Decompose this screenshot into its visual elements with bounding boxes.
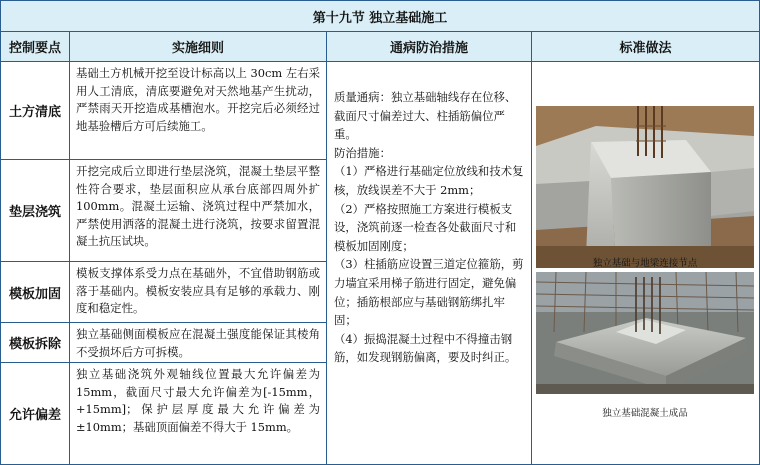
key-point-formwork-reinforce: 模板加固 bbox=[8, 286, 61, 302]
foundation-beam-joint-photo bbox=[536, 106, 754, 268]
prevention-line: 防治措施： bbox=[334, 145, 391, 160]
section-title: 第十九节 独立基础施工 bbox=[1, 1, 759, 31]
prevention-line: （2）严格按照施工方案进行模板支设，浇筑前逐一检查各处截面尺寸和模板加固刚度； bbox=[334, 201, 517, 253]
prevention-line: 质量通病：独立基础轴线存在位移、截面尺寸偏差过大、柱插筋偏位严重。 bbox=[334, 90, 517, 142]
detail-formwork-removal: 独立基础侧面模板应在混凝土强度能保证其棱角不受损坏后方可拆模。 bbox=[76, 327, 320, 359]
photo-caption-2: 独立基础混凝土成品 bbox=[602, 408, 688, 419]
foundation-concrete-photo bbox=[536, 272, 754, 394]
header-key-point: 控制要点 bbox=[1, 32, 69, 61]
header-standard: 标准做法 bbox=[532, 32, 759, 61]
key-point-earth-clearing: 土方清底 bbox=[8, 105, 61, 120]
detail-allowable-deviation: 独立基础浇筑外观轴线位置最大允许偏差为 15mm，截面尺寸最大允许偏差为[-15mm，+15mm]；保护层厚度最大允许偏差为±10mm；基础顶面偏差不得大于 15mm。 bbox=[76, 367, 320, 434]
prevention-line: （1）严格进行基础定位放线和技术复核，放线误差不大于 2mm； bbox=[334, 164, 524, 197]
key-point-formwork-removal: 模板拆除 bbox=[8, 337, 61, 352]
detail-formwork-reinforce: 模板支撑体系受力点在基础外，不宜借助钢筋或落于基础内。模板安装应具有足够的承载力、刚度和稳定性。 bbox=[76, 266, 320, 316]
key-point-cushion-pouring: 垫层浇筑 bbox=[8, 205, 61, 220]
header-prevention: 通病防治措施 bbox=[327, 32, 531, 61]
detail-cushion-pouring: 开挖完成后立即进行垫层浇筑，混凝土垫层平整性符合要求，垫层面积应从承台底部四周外扩 100mm。混凝土运输、浇筑过程中严禁加水，严禁使用洒落的混凝土进行浇筑，按要求留置混凝土抗压试块。 bbox=[76, 164, 320, 249]
photo-caption-1: 独立基础与地梁连接节点 bbox=[592, 258, 698, 269]
prevention-measures bbox=[327, 62, 531, 464]
key-point-allowable-deviation: 允许偏差 bbox=[8, 408, 61, 423]
prevention-line: （4）振捣混凝土过程中不得撞击钢筋，如发现钢筋偏离，要及时纠正。 bbox=[334, 331, 517, 365]
detail-earth-clearing: 基础土方机械开挖至设计标高以上 30cm 左右采用人工清底，清底要避免对天然地基产生扰动，严禁雨天开挖造成基槽泡水。开挖完后必须经过地基验槽后方可后续施工。 bbox=[76, 66, 320, 133]
standard-practice bbox=[532, 62, 759, 464]
prevention-line: （3）柱插筋应设置三道定位箍筋，剪力墙宜采用梯子筋进行固定，避免偏位；插筋根部应与基础钢筋绑扎牢固； bbox=[334, 257, 524, 328]
header-details: 实施细则 bbox=[70, 32, 326, 61]
